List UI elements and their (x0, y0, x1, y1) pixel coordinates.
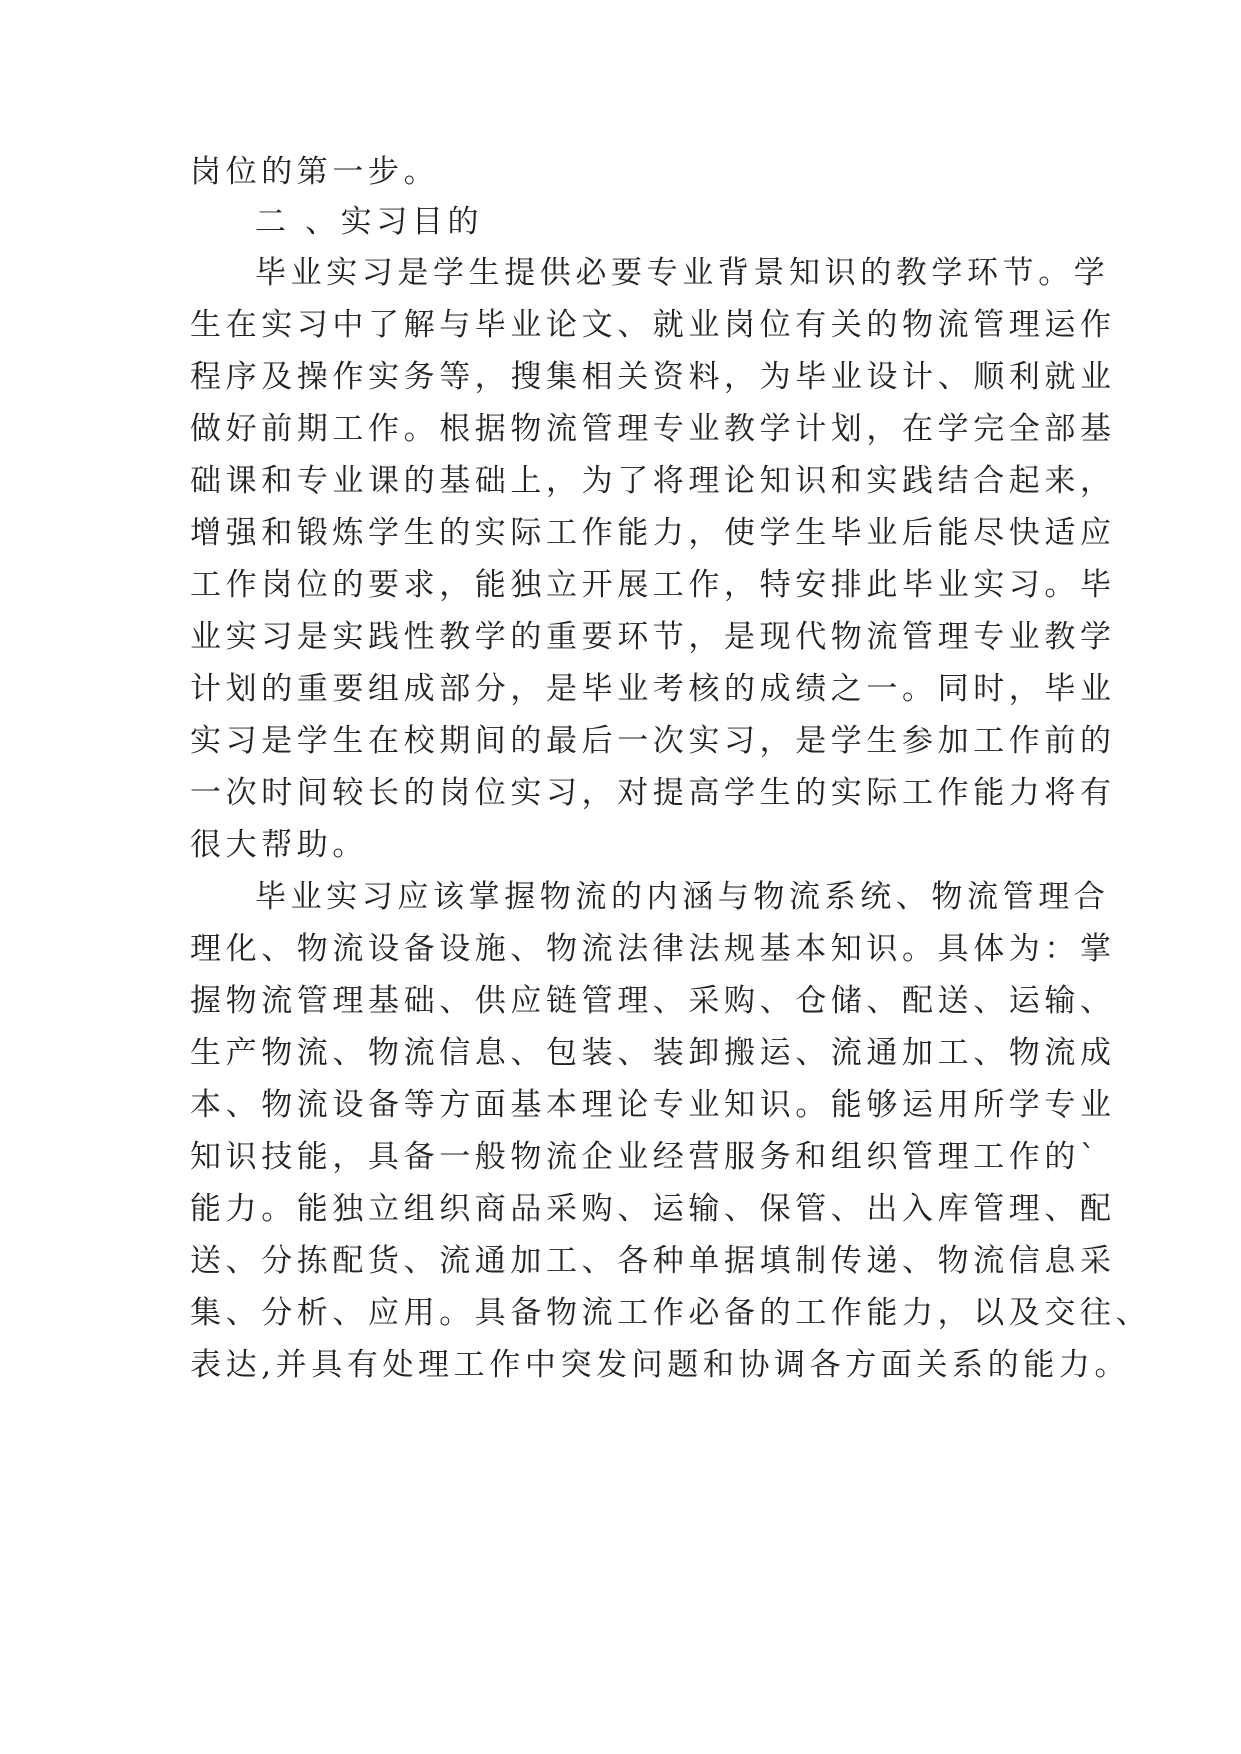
text-line: 理化、物流设备设施、物流法律法规基本知识。具体为：掌 (190, 931, 1116, 967)
text-line: 实习是学生在校期间的最后一次实习，是学生参加工作前的 (190, 723, 1116, 759)
text-line: 业实习是实践性教学的重要环节，是现代物流管理专业教学 (190, 619, 1116, 655)
section-heading: 二 、实习目的 (255, 204, 484, 240)
text-line: 做好前期工作。根据物流管理专业教学计划，在学完全部基 (190, 411, 1116, 447)
text-line: 本、物流设备等方面基本理论专业知识。能够运用所学专业 (190, 1087, 1116, 1123)
text-line: 础课和专业课的基础上，为了将理论知识和实践结合起来， (190, 463, 1116, 499)
text-line: 岗位的第一步。 (190, 154, 440, 190)
paragraph-first-line: 毕业实习应该掌握物流的内涵与物流系统、物流管理合 (255, 879, 1110, 915)
text-line: 增强和锻炼学生的实际工作能力，使学生毕业后能尽快适应 (190, 515, 1116, 551)
text-line: 生产物流、物流信息、包装、装卸搬运、流通加工、物流成 (190, 1035, 1116, 1071)
paragraph-first-line: 毕业实习是学生提供必要专业背景知识的教学环节。学 (255, 255, 1110, 291)
text-line: 送、分拣配货、流通加工、各种单据填制传递、物流信息采 (190, 1243, 1116, 1279)
text-line: 知识技能，具备一般物流企业经营服务和组织管理工作的` (190, 1139, 1101, 1175)
text-line: 很大帮助。 (190, 827, 368, 863)
text-line: 计划的重要组成部分，是毕业考核的成绩之一。同时，毕业 (190, 671, 1116, 707)
text-line: 一次时间较长的岗位实习，对提高学生的实际工作能力将有 (190, 775, 1116, 811)
text-line: 能力。能独立组织商品采购、运输、保管、出入库管理、配 (190, 1191, 1116, 1227)
text-line: 表达,并具有处理工作中突发问题和协调各方面关系的能力。 (190, 1347, 1131, 1383)
text-line: 握物流管理基础、供应链管理、采购、仓储、配送、运输、 (190, 983, 1116, 1019)
text-line: 工作岗位的要求，能独立开展工作，特安排此毕业实习。毕 (190, 567, 1116, 603)
text-line: 程序及操作实务等，搜集相关资料，为毕业设计、顺利就业 (190, 359, 1116, 395)
text-line: 集、分析、应用。具备物流工作必备的工作能力，以及交往、 (190, 1295, 1152, 1331)
text-line: 生在实习中了解与毕业论文、就业岗位有关的物流管理运作 (190, 307, 1116, 343)
